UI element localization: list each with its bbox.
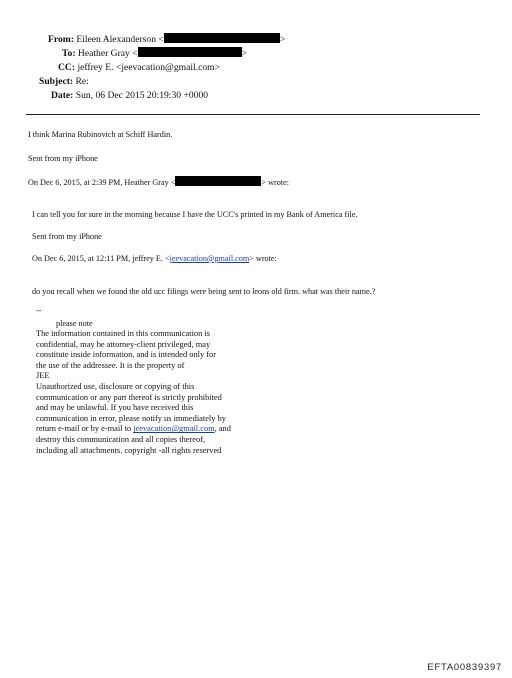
header-cc-row bbox=[58, 61, 220, 75]
quote1-sent-from: Sent from my iPhone bbox=[32, 232, 102, 241]
email-link[interactable]: jeevacation@gmail.com bbox=[169, 254, 250, 263]
disclaimer-line: constitute inside information, and is intended only for bbox=[36, 350, 217, 360]
disclaimer-line: The information contained in this communication is bbox=[36, 329, 210, 338]
header-date-row bbox=[51, 89, 208, 103]
quote1-body: I can tell you for sure in the morning because I have the UCC's printed in my Bank of America file. bbox=[32, 210, 358, 219]
notify-prefix: return e-mail or by e-mail to bbox=[36, 424, 134, 434]
please-note: please note bbox=[56, 319, 93, 328]
from-suffix: > bbox=[279, 34, 286, 45]
disclaimer-line: the use of the addressee. It is the property of bbox=[36, 360, 185, 370]
redaction-bar bbox=[164, 33, 280, 43]
disclaimer-line: communication or any part thereof is strictly prohibited bbox=[36, 392, 222, 402]
cc-label: CC: bbox=[58, 62, 76, 73]
signature-dashes: -- bbox=[36, 306, 42, 315]
subject-label: Subject: bbox=[39, 76, 74, 87]
disclaimer-block bbox=[36, 329, 231, 456]
to-label: To: bbox=[62, 48, 76, 59]
disclaimer-line: and may be unlawful. If you have received this bbox=[36, 403, 194, 413]
to-suffix: > bbox=[241, 48, 248, 59]
quote2-suffix: > wrote: bbox=[249, 254, 277, 263]
redaction-bar bbox=[175, 176, 261, 186]
quote1-prefix: On Dec 6, 2015, at 2:39 PM, Heather Gray < bbox=[28, 178, 176, 187]
date-value: Sun, 06 Dec 2015 20:19:30 +0000 bbox=[75, 90, 209, 101]
quote2-prefix: On Dec 6, 2015, at 12:11 PM, jeffrey E. < bbox=[32, 254, 170, 263]
date-label: Date: bbox=[51, 90, 74, 101]
quote2-attribution bbox=[32, 253, 277, 264]
disclaimer-notify-line bbox=[36, 424, 231, 435]
to-value: Heather Gray < bbox=[77, 48, 138, 59]
quote1-attribution bbox=[28, 176, 289, 188]
header-subject-row bbox=[39, 75, 89, 89]
redaction-bar bbox=[138, 47, 242, 57]
header-from-row bbox=[48, 33, 285, 47]
disclaimer-line: destroy this communication and all copies thereof, bbox=[36, 434, 206, 444]
quote2-body: do you recall when we found the old ucc filings were being sent to leons old firm. what was their name.? bbox=[32, 287, 376, 296]
cc-value: jeffrey E. <jeevacation@gmail.com> bbox=[77, 62, 221, 73]
header-divider bbox=[26, 114, 480, 115]
quote1-suffix: > wrote: bbox=[261, 178, 290, 187]
from-label: From: bbox=[48, 34, 74, 45]
message-line-1: I think Marina Rubinovich at Schiff Hardin. bbox=[28, 130, 173, 139]
bates-number: EFTA00839397 bbox=[427, 661, 502, 672]
disclaimer-line: Unauthorized use, disclosure or copying of this bbox=[36, 381, 195, 391]
email-link[interactable]: jeevacation@gmail.com bbox=[133, 424, 215, 434]
header-to-row bbox=[62, 47, 247, 61]
from-value: Eileen Alexanderson < bbox=[76, 34, 164, 45]
disclaimer-line: confidential, may be attorney-client privileged, may bbox=[36, 339, 211, 349]
notify-suffix: , and bbox=[214, 424, 231, 434]
message-sent-from: Sent from my iPhone bbox=[28, 154, 98, 163]
subject-value: Re: bbox=[75, 76, 89, 87]
disclaimer-line: JEE bbox=[36, 371, 50, 381]
disclaimer-line: including all attachments. copyright -all rights reserved bbox=[36, 445, 222, 455]
disclaimer-line: communication in error, please notify us immediately by bbox=[36, 413, 226, 423]
